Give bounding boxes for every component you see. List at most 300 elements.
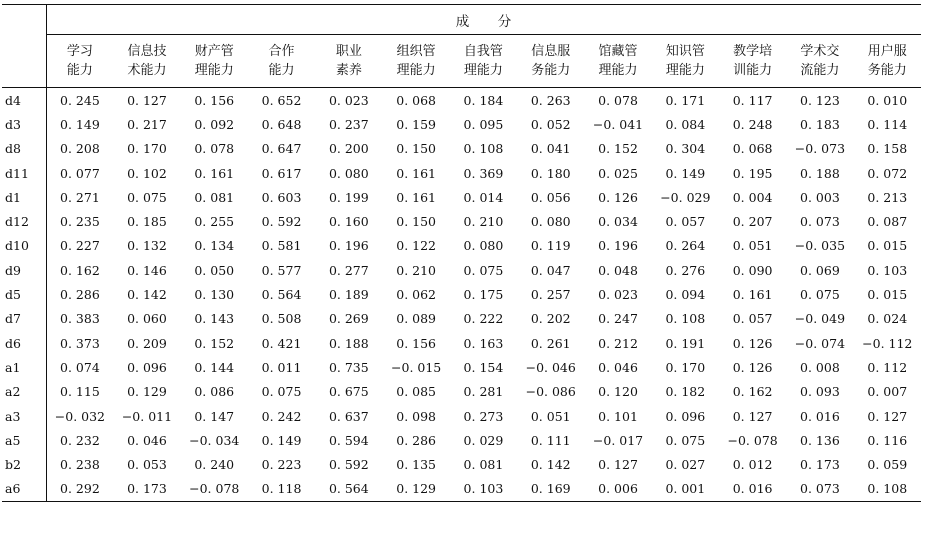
table-cell: 0. 735 [328, 359, 369, 375]
table-cell: 0. 170 [665, 359, 706, 375]
column-header-line: 知识管 [665, 44, 705, 59]
table-cell: 0. 118 [248, 477, 315, 502]
table-cell: 0. 592 [328, 457, 369, 473]
column-header-line: 术能力 [127, 63, 167, 78]
table-cell: 0. 149 [60, 116, 100, 132]
table-cell: 0. 383 [60, 311, 100, 327]
table-cell: 0. 277 [328, 262, 369, 278]
table-cell: 0. 150 [396, 214, 437, 230]
table-cell: 0. 184 [463, 92, 504, 108]
table-cell: 0. 156 [396, 335, 437, 351]
table-cell: 0. 196 [328, 238, 369, 254]
column-header [652, 35, 719, 88]
table-cell: −0. 074 [794, 335, 846, 351]
table-cell: 0. 126 [598, 189, 638, 205]
table-cell: 0. 135 [396, 457, 437, 473]
table-cell: 0. 092 [194, 116, 235, 132]
table-cell: 0. 147 [194, 408, 235, 424]
table-cell: −0. 041 [592, 116, 644, 132]
table-cell: 0. 169 [517, 477, 584, 502]
table-cell: 0. 637 [328, 408, 369, 424]
table-cell: 0. 212 [598, 335, 638, 351]
table-cell: 0. 210 [463, 214, 504, 230]
table-cell: 0. 189 [328, 287, 369, 303]
table-cell: 0. 015 [867, 287, 908, 303]
table-cell: 0. 161 [396, 165, 437, 181]
column-header-row [2, 35, 921, 88]
table-cell: 0. 127 [867, 408, 908, 424]
table-cell: 0. 046 [598, 359, 638, 375]
table-cell: 0. 170 [127, 141, 167, 157]
table-cell: 0. 003 [800, 189, 840, 205]
column-header-line: 馆藏管 [598, 44, 638, 59]
table-cell: 0. 057 [665, 214, 706, 230]
row-label: d4 [2, 88, 46, 113]
table-cell: 0. 016 [800, 408, 840, 424]
table-cell: 0. 115 [60, 384, 100, 400]
table-cell: −0. 078 [181, 477, 248, 502]
corner-cell-lower [2, 35, 46, 88]
table-cell: 0. 096 [665, 408, 706, 424]
table-cell: 0. 073 [800, 214, 840, 230]
table-cell: 0. 052 [530, 116, 571, 132]
table-cell: 0. 023 [598, 287, 638, 303]
table-cell: −0. 029 [660, 189, 711, 205]
table-cell: 0. 016 [719, 477, 786, 502]
table-cell: 0. 089 [396, 311, 437, 327]
row-label: d6 [2, 331, 46, 355]
table-cell: 0. 075 [800, 287, 840, 303]
table-cell: 0. 161 [194, 165, 235, 181]
table-cell: 0. 208 [60, 141, 100, 157]
table-cell: 0. 075 [665, 432, 706, 448]
table-cell: 0. 227 [60, 238, 100, 254]
table-cell: 0. 006 [584, 477, 651, 502]
table-cell: 0. 057 [732, 311, 773, 327]
table-row [2, 428, 921, 452]
table-cell: 0. 034 [598, 214, 638, 230]
column-header-line: 训能力 [733, 63, 773, 78]
table-cell: 0. 078 [598, 92, 638, 108]
table-cell: 0. 050 [194, 262, 235, 278]
table-cell: 0. 248 [732, 116, 773, 132]
table-cell: 0. 101 [598, 408, 638, 424]
table-cell: 0. 163 [463, 335, 504, 351]
table-cell: 0. 199 [328, 189, 369, 205]
table-cell: 0. 592 [261, 214, 302, 230]
table-row [2, 404, 921, 428]
table-cell: 0. 127 [598, 457, 638, 473]
table-row [2, 477, 921, 502]
column-header [248, 35, 315, 88]
table-row [2, 137, 921, 161]
table-row [2, 380, 921, 404]
table-cell: 0. 024 [867, 311, 908, 327]
table-cell: 0. 008 [800, 359, 840, 375]
table-cell: 0. 142 [530, 457, 571, 473]
table-cell: 0. 171 [665, 92, 706, 108]
table-cell: 0. 223 [261, 457, 302, 473]
table-cell: 0. 150 [396, 141, 437, 157]
table-cell: 0. 103 [450, 477, 517, 502]
row-label: d7 [2, 307, 46, 331]
table-row [2, 112, 921, 136]
table-cell: 0. 027 [665, 457, 706, 473]
row-label: b2 [2, 452, 46, 476]
row-label: d8 [2, 137, 46, 161]
table-cell: 0. 068 [732, 141, 773, 157]
table-cell: 0. 117 [732, 92, 773, 108]
table-cell: 0. 154 [463, 359, 504, 375]
table-cell: −0. 049 [794, 311, 846, 327]
table-cell: 0. 373 [60, 335, 100, 351]
table-cell: 0. 062 [396, 287, 437, 303]
table-cell: 0. 247 [598, 311, 638, 327]
table-cell: 0. 047 [530, 262, 571, 278]
table-cell: 0. 014 [463, 189, 504, 205]
row-label: d3 [2, 112, 46, 136]
row-label: a6 [2, 477, 46, 502]
table-row [2, 355, 921, 379]
table-cell: 0. 096 [127, 359, 167, 375]
row-label: a2 [2, 380, 46, 404]
table-cell: 0. 369 [463, 165, 504, 181]
column-header [517, 35, 584, 88]
table-cell: 0. 286 [396, 432, 437, 448]
table-cell: −0. 015 [391, 359, 442, 375]
table-cell: 0. 581 [261, 238, 302, 254]
table-cell: 0. 060 [127, 311, 167, 327]
table-cell: 0. 072 [867, 165, 908, 181]
table-cell: 0. 007 [867, 384, 908, 400]
table-cell: 0. 081 [194, 189, 235, 205]
table-cell: 0. 160 [328, 214, 369, 230]
table-row [2, 88, 921, 113]
table-cell: 0. 004 [732, 189, 773, 205]
table-cell: 0. 264 [665, 238, 706, 254]
column-header [786, 35, 853, 88]
table-cell: 0. 202 [530, 311, 571, 327]
table-cell: −0. 046 [525, 359, 576, 375]
column-header-line: 组织管 [396, 44, 436, 59]
table-cell: 0. 304 [665, 141, 706, 157]
column-header-line: 能力 [66, 63, 93, 78]
table-row [2, 161, 921, 185]
table-cell: 0. 652 [261, 92, 302, 108]
table-cell: 0. 271 [60, 189, 100, 205]
component-matrix-table [2, 4, 921, 502]
table-cell: 0. 564 [315, 477, 382, 502]
table-cell: −0. 086 [525, 384, 576, 400]
table-cell: 0. 269 [328, 311, 369, 327]
table-cell: 0. 143 [194, 311, 235, 327]
table-title: 成 分 [46, 5, 921, 35]
table-cell: 0. 090 [732, 262, 773, 278]
column-header-line: 教学培 [733, 44, 773, 59]
table-cell: 0. 095 [463, 116, 504, 132]
table-cell: 0. 161 [732, 287, 773, 303]
table-cell: 0. 162 [60, 262, 100, 278]
column-header-line: 学习 [66, 44, 93, 59]
table-cell: 0. 508 [261, 311, 302, 327]
table-row [2, 209, 921, 233]
table-cell: 0. 286 [60, 287, 100, 303]
table-cell: 0. 237 [328, 116, 369, 132]
column-header [719, 35, 786, 88]
row-label: d9 [2, 258, 46, 282]
table-cell: 0. 041 [530, 141, 571, 157]
table-cell: 0. 188 [800, 165, 840, 181]
table-cell: 0. 051 [732, 238, 773, 254]
table-cell: 0. 182 [665, 384, 706, 400]
table-cell: 0. 103 [867, 262, 908, 278]
column-header-line: 理能力 [194, 63, 234, 78]
table-cell: 0. 173 [800, 457, 840, 473]
column-header [113, 35, 180, 88]
table-cell: 0. 175 [463, 287, 504, 303]
table-cell: 0. 069 [800, 262, 840, 278]
table-cell: 0. 132 [127, 238, 167, 254]
table-cell: 0. 240 [194, 457, 235, 473]
column-header-line: 理能力 [463, 63, 503, 78]
table-cell: 0. 161 [396, 189, 437, 205]
table-cell: 0. 108 [463, 141, 504, 157]
row-label: a1 [2, 355, 46, 379]
table-cell: 0. 217 [127, 116, 167, 132]
table-cell: 0. 084 [665, 116, 706, 132]
table-cell: 0. 126 [732, 359, 773, 375]
table-cell: 0. 051 [530, 408, 571, 424]
column-header-line: 务能力 [531, 63, 571, 78]
table-cell: 0. 078 [194, 141, 235, 157]
column-header-line: 素养 [335, 63, 362, 78]
table-cell: 0. 093 [800, 384, 840, 400]
table-cell: 0. 087 [867, 214, 908, 230]
table-cell: 0. 648 [261, 116, 302, 132]
column-header [584, 35, 651, 88]
corner-cell [2, 5, 46, 35]
column-header-line: 流能力 [800, 63, 840, 78]
table-cell: 0. 675 [328, 384, 369, 400]
table-row [2, 258, 921, 282]
table-cell: −0. 034 [189, 432, 240, 448]
table-cell: 0. 195 [732, 165, 773, 181]
column-header [854, 35, 921, 88]
column-header-line: 务能力 [867, 63, 907, 78]
table-row [2, 307, 921, 331]
column-header-line: 自我管 [463, 44, 503, 59]
table-cell: 0. 080 [530, 214, 571, 230]
table-cell: 0. 116 [867, 432, 908, 448]
table-cell: 0. 261 [530, 335, 571, 351]
table-cell: 0. 183 [800, 116, 840, 132]
table-cell: 0. 127 [732, 408, 773, 424]
table-row [2, 234, 921, 258]
table-cell: 0. 015 [867, 238, 908, 254]
row-label: a3 [2, 404, 46, 428]
table-row [2, 282, 921, 306]
table-cell: 0. 001 [652, 477, 719, 502]
table-cell: 0. 129 [382, 477, 449, 502]
table-cell: 0. 120 [598, 384, 638, 400]
table-cell: 0. 159 [396, 116, 437, 132]
table-cell: −0. 017 [592, 432, 644, 448]
row-label: d5 [2, 282, 46, 306]
table-cell: −0. 078 [727, 432, 778, 448]
table-cell: 0. 127 [127, 92, 167, 108]
table-cell: −0. 035 [794, 238, 846, 254]
table-cell: 0. 119 [530, 238, 571, 254]
table-cell: −0. 073 [794, 141, 846, 157]
table-cell: 0. 046 [127, 432, 167, 448]
table-cell: 0. 029 [463, 432, 504, 448]
table-cell: 0. 173 [113, 477, 180, 502]
column-header [181, 35, 248, 88]
table-cell: 0. 130 [194, 287, 235, 303]
table-cell: 0. 196 [598, 238, 638, 254]
table-cell: −0. 011 [121, 408, 173, 424]
table-cell: 0. 142 [127, 287, 167, 303]
row-label: a5 [2, 428, 46, 452]
table-cell: 0. 094 [665, 287, 706, 303]
table-cell: 0. 273 [463, 408, 504, 424]
table-cell: 0. 059 [867, 457, 908, 473]
table-cell: 0. 053 [127, 457, 167, 473]
table-cell: 0. 213 [867, 189, 908, 205]
table-cell: 0. 075 [261, 384, 302, 400]
column-header-line: 理能力 [665, 63, 705, 78]
table-cell: 0. 149 [261, 432, 302, 448]
table-cell: 0. 086 [194, 384, 235, 400]
column-header-line: 学术交 [800, 44, 840, 59]
table-cell: 0. 232 [60, 432, 100, 448]
table-cell: 0. 263 [530, 92, 571, 108]
table-cell: 0. 210 [396, 262, 437, 278]
table-cell: 0. 012 [732, 457, 773, 473]
table-cell: 0. 102 [127, 165, 167, 181]
table-cell: 0. 152 [598, 141, 638, 157]
row-label: d12 [2, 209, 46, 233]
row-label: d10 [2, 234, 46, 258]
table-cell: 0. 056 [530, 189, 571, 205]
table-cell: 0. 188 [328, 335, 369, 351]
table-cell: 0. 122 [396, 238, 437, 254]
column-header-line: 能力 [268, 63, 295, 78]
table-cell: 0. 156 [194, 92, 235, 108]
table-cell: 0. 594 [328, 432, 369, 448]
table-cell: 0. 200 [328, 141, 369, 157]
column-header-line: 合作 [268, 44, 295, 59]
table-body [2, 88, 921, 502]
column-header-line: 信息技 [127, 44, 167, 59]
column-header-line: 理能力 [598, 63, 638, 78]
table-row [2, 331, 921, 355]
table-row [2, 185, 921, 209]
table-cell: 0. 222 [463, 311, 504, 327]
table-cell: 0. 255 [194, 214, 235, 230]
row-label: d11 [2, 161, 46, 185]
table-cell: 0. 281 [463, 384, 504, 400]
table-cell: 0. 564 [261, 287, 302, 303]
column-header-line: 信息服 [531, 44, 571, 59]
table-cell: 0. 074 [60, 359, 100, 375]
column-header [382, 35, 449, 88]
table-cell: 0. 075 [127, 189, 167, 205]
table-cell: 0. 126 [732, 335, 773, 351]
table-cell: 0. 647 [261, 141, 302, 157]
table-cell: 0. 276 [665, 262, 706, 278]
column-header-line: 职业 [335, 44, 362, 59]
table-cell: 0. 421 [261, 335, 302, 351]
table-cell: 0. 048 [598, 262, 638, 278]
table-cell: 0. 075 [463, 262, 504, 278]
column-header-line: 用户服 [867, 44, 907, 59]
table-cell: 0. 134 [194, 238, 235, 254]
table-cell: 0. 603 [261, 189, 302, 205]
column-header [315, 35, 382, 88]
table-cell: 0. 238 [60, 457, 100, 473]
table-cell: 0. 011 [261, 359, 302, 375]
column-header-line: 理能力 [396, 63, 436, 78]
table-cell: 0. 080 [463, 238, 504, 254]
table-cell: 0. 235 [60, 214, 100, 230]
table-cell: 0. 577 [261, 262, 302, 278]
table-cell: 0. 292 [46, 477, 113, 502]
table-cell: 0. 185 [127, 214, 167, 230]
table-cell: 0. 152 [194, 335, 235, 351]
table-cell: −0. 032 [54, 408, 106, 424]
table-cell: 0. 162 [732, 384, 773, 400]
table-cell: 0. 114 [867, 116, 908, 132]
table-cell: 0. 080 [328, 165, 369, 181]
table-cell: 0. 068 [396, 92, 437, 108]
table-cell: 0. 144 [194, 359, 235, 375]
column-header-line: 财产管 [194, 44, 234, 59]
table-cell: 0. 085 [396, 384, 437, 400]
table-cell: 0. 158 [867, 141, 908, 157]
table-cell: 0. 077 [60, 165, 100, 181]
table-cell: 0. 191 [665, 335, 706, 351]
table-cell: 0. 123 [800, 92, 840, 108]
table-cell: 0. 108 [665, 311, 706, 327]
table-cell: 0. 112 [867, 359, 908, 375]
table-cell: 0. 207 [732, 214, 773, 230]
table-cell: 0. 136 [800, 432, 840, 448]
table-cell: 0. 025 [598, 165, 638, 181]
table-cell: −0. 112 [862, 335, 913, 351]
column-header [46, 35, 113, 88]
column-header [450, 35, 517, 88]
table-cell: 0. 073 [786, 477, 853, 502]
table-cell: 0. 242 [261, 408, 302, 424]
table-cell: 0. 111 [530, 432, 571, 448]
table-cell: 0. 108 [854, 477, 921, 502]
table-cell: 0. 081 [463, 457, 504, 473]
table-cell: 0. 098 [396, 408, 437, 424]
table-cell: 0. 146 [127, 262, 167, 278]
table-cell: 0. 129 [127, 384, 167, 400]
table-row [2, 452, 921, 476]
table-cell: 0. 023 [328, 92, 369, 108]
table-cell: 0. 149 [665, 165, 706, 181]
table-cell: 0. 617 [261, 165, 302, 181]
table-cell: 0. 257 [530, 287, 571, 303]
row-label: d1 [2, 185, 46, 209]
table-cell: 0. 010 [867, 92, 908, 108]
table-cell: 0. 245 [60, 92, 100, 108]
table-cell: 0. 209 [127, 335, 167, 351]
table-cell: 0. 180 [530, 165, 571, 181]
